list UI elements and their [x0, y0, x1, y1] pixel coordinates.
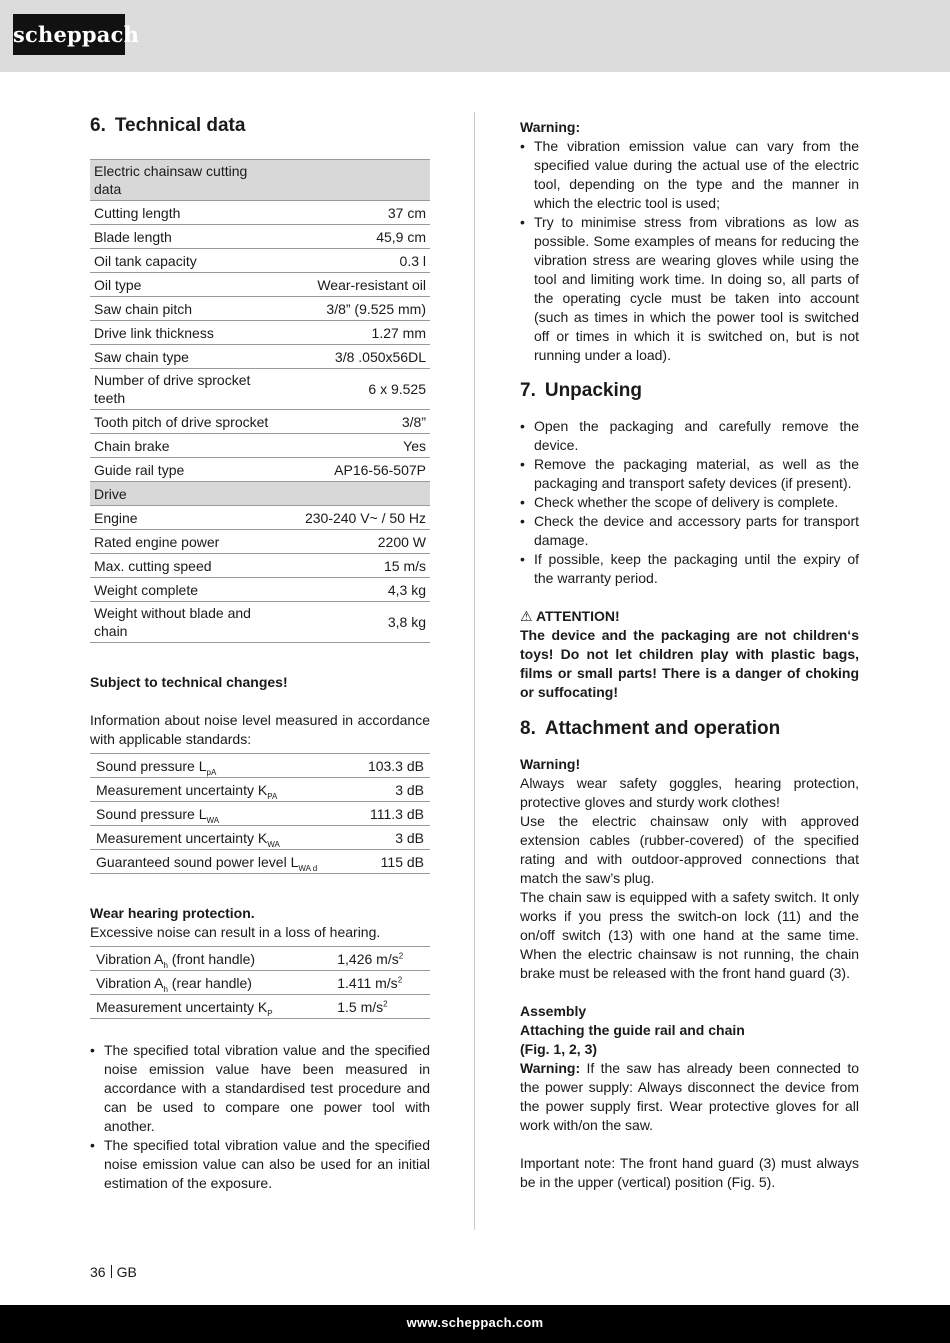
technical-data-heading: 6. Technical data: [90, 115, 246, 136]
attachment-paragraph: The chain saw is equipped with a safety switch. It only works if you press the switch-on lock (11) and the on/off switch (13) with one hand at the same time. When the electric chainsaw is not running, the chain brake must be released with the front hand guard (3).: [520, 889, 859, 981]
attachment-warning-title: Warning!: [520, 756, 581, 772]
list-item: • The vibration emission value can vary from the specified value during the actual use of the electric tool, depending on the type and the manner in which the electric tool is used;: [520, 137, 859, 213]
measurement-unit-exponent: 2: [398, 950, 404, 960]
spec-value: 0.3 l: [278, 249, 430, 273]
footer-url: www.scheppach.com: [406, 1315, 544, 1330]
section-header-row: [90, 160, 430, 201]
spec-value: 3,8 kg: [278, 602, 430, 643]
table-row: [90, 971, 430, 995]
excessive-noise-note: Excessive noise can result in a loss of hearing.: [90, 924, 381, 940]
measurement-label-suffix: (front handle): [167, 950, 256, 967]
measurement-value-text: 3 dB: [395, 781, 424, 798]
measurement-value-text: 115 dB: [380, 853, 424, 870]
table-row: [90, 778, 430, 802]
table-row: [90, 578, 430, 602]
table-row: [90, 321, 430, 345]
spec-value: 3/8”: [278, 410, 430, 434]
warning-triangle-icon: ⚠: [520, 608, 533, 624]
measurement-value: [325, 971, 430, 995]
list-item: • The specified total vibration value and the specified noise emission value have been measured in accordance with a standardised test procedure and can be used to compare one power tool with another.: [90, 1041, 430, 1136]
list-item: • Try to minimise stress from vibrations as low as possible. Some examples of means for reducing the vibration stress are wearing gloves while using the tool and limiting work time. In doing so, all parts of the operating cycle must be taken into account (such as times in which the power tool is switched off or times in which it is switched on, but is not running under a load).: [520, 213, 859, 365]
wear-hearing-protection: Wear hearing protection.: [90, 905, 255, 921]
table-row: [90, 345, 430, 369]
warning-title: Warning:: [520, 119, 581, 135]
assembly-figure-ref: (Fig. 1, 2, 3): [520, 1041, 598, 1057]
spec-label: Weight complete: [90, 578, 278, 602]
spec-value: 6 x 9.525: [278, 369, 430, 410]
table-row: [90, 434, 430, 458]
spec-label: Chain brake: [90, 434, 278, 458]
subject-to-changes: Subject to technical changes!: [90, 674, 288, 690]
measurement-subscript: P: [267, 1008, 273, 1018]
table-row: [90, 947, 430, 971]
measurement-value-text: 3 dB: [395, 829, 424, 846]
measurement-label-text: Vibration A: [96, 974, 164, 991]
measurement-label-text: Measurement uncertainty K: [96, 781, 268, 798]
measurement-label: [90, 754, 353, 778]
spec-value: AP16-56-507P: [278, 458, 430, 482]
spec-value: 15 m/s: [278, 554, 430, 578]
scheppach-logo: scheppach: [13, 14, 125, 55]
measurement-unit-exponent: 2: [383, 998, 388, 1008]
table-row: [90, 602, 430, 643]
measurement-value: [353, 754, 430, 778]
page-number: 36 GB: [90, 1264, 137, 1280]
spec-label: Weight without blade and chain: [90, 602, 278, 643]
table-row: [90, 369, 430, 410]
noise-table: [90, 753, 430, 874]
spec-value: Yes: [278, 434, 430, 458]
spec-value: 2200 W: [278, 530, 430, 554]
measurement-value: [325, 947, 430, 971]
spec-label: Saw chain pitch: [90, 297, 278, 321]
important-note: Important note: The front hand guard (3) must always be in the upper (vertical) position (Fig. 5).: [520, 1155, 859, 1190]
spec-label: Drive: [90, 482, 278, 506]
spec-value: 230-240 V~ / 50 Hz: [278, 506, 430, 530]
spec-label: Electric chainsaw cutting data: [90, 160, 278, 201]
spec-value: [278, 482, 430, 506]
list-item: • Check whether the scope of delivery is complete.: [520, 493, 859, 512]
section-header-row: [90, 482, 430, 506]
measurement-label: [90, 995, 325, 1019]
measurement-value-text: 111.3 dB: [370, 805, 424, 822]
assembly-title: Assembly: [520, 1003, 587, 1019]
measurement-unit-exponent: 2: [397, 974, 403, 984]
noise-intro: Information about noise level measured in accordance with applicable standards:: [90, 712, 430, 747]
table-row: [90, 273, 430, 297]
measurement-label-text: Measurement uncertainty K: [96, 998, 268, 1015]
measurement-subscript: h: [163, 984, 168, 994]
measurement-label: [90, 947, 325, 971]
table-row: [90, 297, 430, 321]
table-row: [90, 530, 430, 554]
unpacking-list: [520, 417, 859, 588]
table-row: [90, 506, 430, 530]
table-row: [90, 225, 430, 249]
spec-label: Cutting length: [90, 201, 278, 225]
measurement-value-text: 103.3 dB: [367, 757, 424, 774]
attachment-heading: 8. Attachment and operation: [520, 718, 781, 739]
spec-label: Engine: [90, 506, 278, 530]
table-row: [90, 754, 430, 778]
spec-value: Wear-resistant oil: [278, 273, 430, 297]
table-row: [90, 995, 430, 1019]
measurement-label-text: Vibration A: [96, 950, 164, 967]
vibration-notes-list: [90, 1041, 430, 1193]
page-header: [0, 0, 950, 72]
assembly-warning: Warning: If the saw has already been connected to the power supply: Always disconnect the device from the power supply first. Wear protective gloves for all work with/on the saw.: [520, 1060, 859, 1133]
table-row: [90, 850, 430, 874]
spec-label: Guide rail type: [90, 458, 278, 482]
spec-value: 4,3 kg: [278, 578, 430, 602]
spec-value: 3/8 .050x56DL: [278, 345, 430, 369]
warning-list: [520, 137, 859, 365]
measurement-subscript: WA: [267, 839, 280, 849]
table-row: [90, 410, 430, 434]
table-row: [90, 802, 430, 826]
measurement-subscript: WA d: [298, 863, 318, 873]
spec-value: [278, 160, 430, 201]
column-divider: [474, 112, 475, 1230]
spec-value: 37 cm: [278, 201, 430, 225]
spec-label: Drive link thickness: [90, 321, 278, 345]
table-row: [90, 458, 430, 482]
measurement-label: [90, 802, 353, 826]
unpacking-heading: 7. Unpacking: [520, 380, 642, 401]
attachment-paragraph: Use the electric chainsaw only with approved extension cables (rubber-covered) of the specified rating and with outdoor-approved connections that match the saw’s plug.: [520, 813, 859, 886]
measurement-value-text: 1.411 m/s: [337, 974, 398, 991]
measurement-label: [90, 778, 353, 802]
attention-text: The device and the packaging are not children‘s toys! Do not let children play with plastic bags, films or small parts! There is a danger of choking or suffocating!: [520, 627, 859, 700]
attachment-paragraphs: [520, 774, 859, 983]
attachment-paragraph: Always wear safety goggles, hearing protection, protective gloves and sturdy work clothes!: [520, 775, 859, 810]
spec-label: Rated engine power: [90, 530, 278, 554]
measurement-label: [90, 971, 325, 995]
spec-label: Oil type: [90, 273, 278, 297]
measurement-label-text: Sound pressure L: [96, 757, 207, 774]
spec-label: Max. cutting speed: [90, 554, 278, 578]
list-item: • The specified total vibration value and the specified noise emission value can also be used for an initial estimation of the exposure.: [90, 1136, 430, 1193]
measurement-label-text: Sound pressure L: [96, 805, 207, 822]
attention-title: ⚠ ATTENTION!: [520, 608, 620, 624]
spec-label: Oil tank capacity: [90, 249, 278, 273]
list-item: • Open the packaging and carefully remove the device.: [520, 417, 859, 455]
table-row: [90, 249, 430, 273]
spec-label: Number of drive sprocket teeth: [90, 369, 278, 410]
measurement-label: [90, 826, 353, 850]
measurement-label-suffix: (rear handle): [167, 974, 252, 991]
measurement-value: [353, 802, 430, 826]
measurement-subscript: h: [163, 960, 168, 970]
spec-value: 45,9 cm: [278, 225, 430, 249]
left-column: [90, 112, 430, 1193]
table-row: [90, 554, 430, 578]
spec-value: 1.27 mm: [278, 321, 430, 345]
list-item: • If possible, keep the packaging until the expiry of the warranty period.: [520, 550, 859, 588]
measurement-label-text: Measurement uncertainty K: [96, 829, 268, 846]
list-item: • Remove the packaging material, as well as the packaging and transport safety devices (if present).: [520, 455, 859, 493]
table-row: [90, 826, 430, 850]
technical-data-table: [90, 159, 430, 643]
right-column: [520, 118, 859, 1192]
measurement-subscript: PA: [267, 791, 278, 801]
assembly-subtitle: Attaching the guide rail and chain: [520, 1022, 745, 1038]
measurement-value: [353, 850, 430, 874]
measurement-value: [353, 778, 430, 802]
page-footer: [0, 1305, 950, 1343]
measurement-subscript: pA: [206, 767, 217, 777]
spec-label: Blade length: [90, 225, 278, 249]
list-item: • Check the device and accessory parts for transport damage.: [520, 512, 859, 550]
vibration-table: [90, 946, 430, 1019]
measurement-label: [90, 850, 353, 874]
measurement-subscript: WA: [206, 815, 220, 825]
spec-value: 3/8” (9.525 mm): [278, 297, 430, 321]
table-row: [90, 201, 430, 225]
measurement-value: [353, 826, 430, 850]
spec-label: Saw chain type: [90, 345, 278, 369]
measurement-value-text: 1,426 m/s: [337, 950, 399, 967]
measurement-value-text: 1.5 m/s: [337, 998, 384, 1015]
measurement-label-text: Guaranteed sound power level L: [96, 853, 299, 870]
measurement-value: [325, 995, 430, 1019]
spec-label: Tooth pitch of drive sprocket: [90, 410, 278, 434]
